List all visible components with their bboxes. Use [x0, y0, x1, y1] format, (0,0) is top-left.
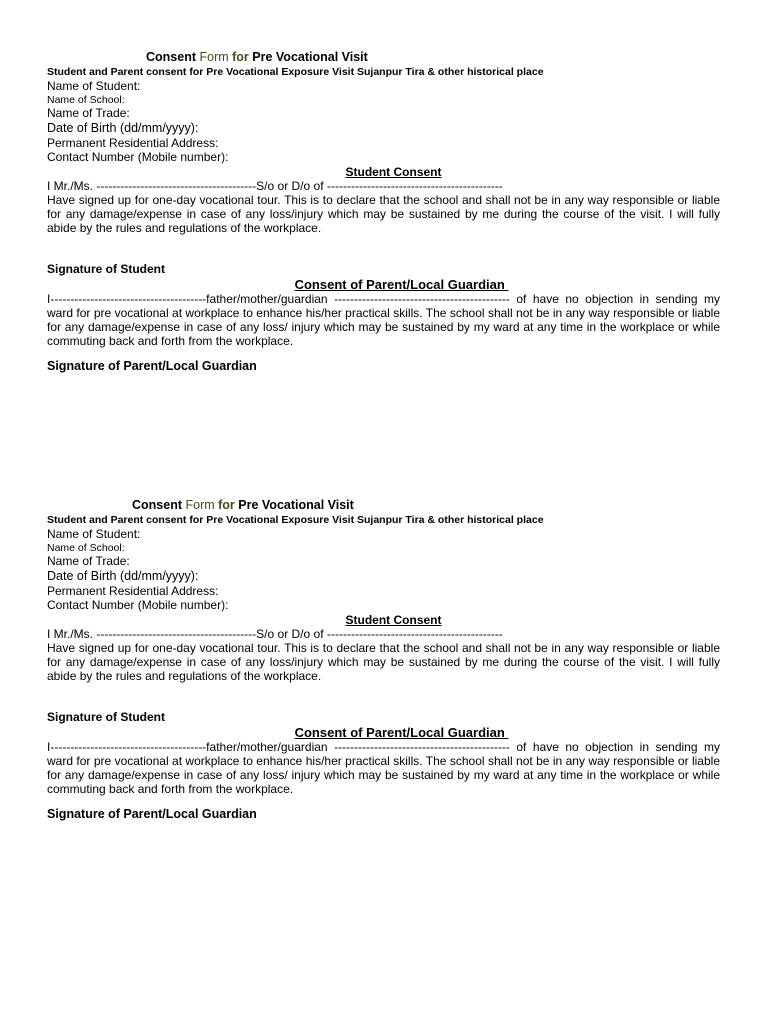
date-of-birth-label: Date of Birth (dd/mm/yyyy): — [47, 568, 199, 583]
form-title — [47, 498, 720, 513]
name-of-school-label: Name of School: — [47, 93, 125, 106]
title-form-word: Form — [199, 50, 229, 64]
signature-of-parent: Signature of Parent/Local Guardian — [47, 358, 257, 373]
title-for-word: for — [228, 50, 249, 64]
title-pre: Consent — [146, 50, 200, 64]
address-label: Permanent Residential Address: — [47, 135, 219, 150]
name-of-trade-label: Name of Trade: — [47, 554, 130, 568]
student-consent-heading: Student Consent — [345, 612, 442, 627]
signature-of-student: Signature of Student — [47, 709, 165, 724]
student-declaration-body: Have signed up for one-day vocational tour. This is to declare that the school and shall not be in any way responsible or liable for any damage/expense in case of any loss/injury which may be sustained by me during the course of the visit. I will fully abide by the rules and regulations of the workplace. — [47, 192, 720, 235]
parent-declaration: I---------------------------------------father/mother/guardian -------------------------------------------- of have no objection in sending my ward for pre vocational at workplace to enhance his/her practical skills. The school shall not be in any way responsible or liable for any damage/expense in case of any loss/ injury which may be sustained by my ward at any time in the workplace or while commuting back and forth from the workplace. — [47, 739, 720, 796]
form-subtitle: Student and Parent consent for Pre Vocational Exposure Visit Sujanpur Tira & other historical place — [47, 514, 544, 526]
student-declaration-line: I Mr./Ms. ----------------------------------------S/o or D/o of -------------------------------------------- — [47, 626, 503, 641]
consent-form-2 — [47, 498, 720, 822]
contact-label: Contact Number (Mobile number): — [47, 150, 229, 164]
title-post: Pre Vocational Visit — [248, 50, 368, 64]
title-post: Pre Vocational Visit — [234, 498, 354, 512]
title-pre: Consent — [132, 498, 186, 512]
signature-of-parent: Signature of Parent/Local Guardian — [47, 806, 257, 821]
title-for-word: for — [214, 498, 235, 512]
consent-form-1 — [47, 50, 720, 374]
title-form-word: Form — [185, 498, 215, 512]
student-declaration-body: Have signed up for one-day vocational tour. This is to declare that the school and shall not be in any way responsible or liable for any damage/expense in case of any loss/injury which may be sustained by me during the course of the visit. I will fully abide by the rules and regulations of the workplace. — [47, 640, 720, 683]
form-subtitle: Student and Parent consent for Pre Vocational Exposure Visit Sujanpur Tira & other historical place — [47, 66, 544, 78]
name-of-student-label: Name of Student: — [47, 79, 141, 93]
date-of-birth-label: Date of Birth (dd/mm/yyyy): — [47, 120, 199, 135]
contact-label: Contact Number (Mobile number): — [47, 598, 229, 612]
parent-consent-heading: Consent of Parent/Local Guardian — [294, 276, 509, 292]
name-of-student-label: Name of Student: — [47, 527, 141, 541]
student-declaration-line: I Mr./Ms. ----------------------------------------S/o or D/o of -------------------------------------------- — [47, 178, 503, 193]
name-of-trade-label: Name of Trade: — [47, 106, 130, 120]
parent-consent-heading: Consent of Parent/Local Guardian — [294, 724, 509, 740]
student-consent-heading: Student Consent — [345, 164, 442, 179]
form-title — [47, 50, 720, 65]
name-of-school-label: Name of School: — [47, 541, 125, 554]
signature-of-student: Signature of Student — [47, 261, 165, 276]
parent-declaration: I---------------------------------------father/mother/guardian -------------------------------------------- of have no objection in sending my ward for pre vocational at workplace to enhance his/her practical skills. The school shall not be in any way responsible or liable for any damage/expense in case of any loss/ injury which may be sustained by my ward at any time in the workplace or while commuting back and forth from the workplace. — [47, 291, 720, 348]
address-label: Permanent Residential Address: — [47, 583, 219, 598]
